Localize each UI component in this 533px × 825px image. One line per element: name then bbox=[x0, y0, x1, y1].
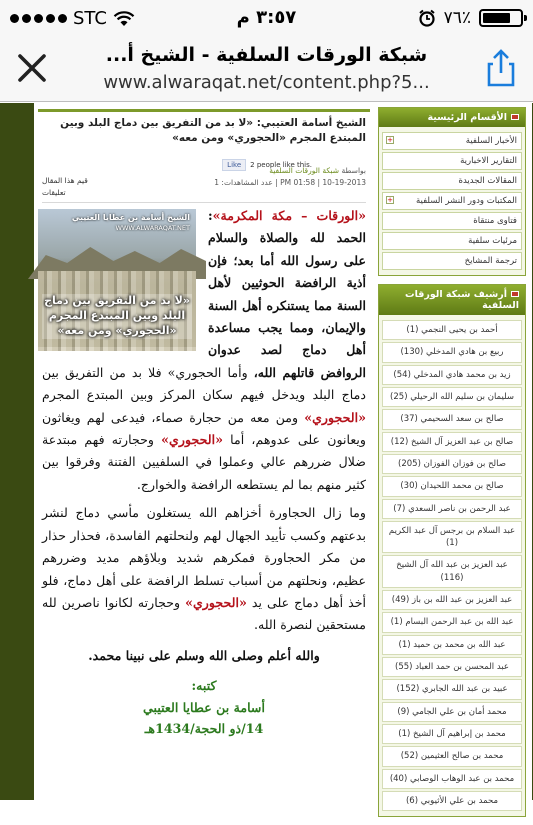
sidebar bbox=[378, 107, 526, 825]
webpage bbox=[0, 103, 533, 806]
category-link[interactable] bbox=[382, 132, 522, 150]
archive-author-link[interactable]: زيد بن محمد هادي المدخلي (54) bbox=[382, 365, 522, 385]
archive-author-link[interactable]: صالح بن محمد اللحيدان (30) bbox=[382, 476, 522, 496]
status-bar bbox=[0, 0, 533, 36]
category-label: ترجمة المشايخ bbox=[464, 256, 517, 266]
battery-percent: ٧٦٪ bbox=[443, 8, 471, 28]
url-text[interactable]: www.alwaraqat.net/content.php?5... bbox=[103, 72, 430, 93]
signature bbox=[42, 675, 366, 739]
category-link[interactable] bbox=[382, 192, 522, 210]
archive-author-link[interactable]: محمد بن إبراهيم آل الشيخ (1) bbox=[382, 724, 522, 744]
category-link[interactable] bbox=[382, 232, 522, 250]
archive-author-link[interactable]: عبيد بن عبد الله الجابري (152) bbox=[382, 679, 522, 699]
archive-author-link[interactable]: عبد الله بن عبد الرحمن البسام (1) bbox=[382, 612, 522, 632]
meta-date: 10-19-2013 | PM 01:58 bbox=[280, 177, 366, 187]
category-label: المقالات الجديدة bbox=[458, 176, 517, 186]
signature-label: كتبه: bbox=[191, 678, 217, 694]
battery-fill bbox=[483, 13, 510, 23]
carrier-label: STC bbox=[73, 8, 107, 29]
archive-author-link[interactable]: عبد العزيز بن عبد الله آل الشيخ (116) bbox=[382, 555, 522, 588]
battery-icon bbox=[479, 9, 523, 27]
body-text-5: وما زال الحجاورة أخزاهم الله يستغلون مأسي دماج لنشر بدعتهم وكسب تأييد الجهال لهم ولنحلتهم الفاسدة، فحذار حذار من مكر الحجاورة فمكرهم شديد وبلاؤهم مديد وضررهم عظيم، ونحلتهم من أسباب تسلط الرافضة على أهل دماج، فلو أخذ أهل دماج على يد bbox=[42, 505, 366, 610]
article-tools bbox=[42, 175, 88, 199]
main-sections-list bbox=[379, 127, 525, 275]
close-icon[interactable] bbox=[14, 50, 50, 86]
category-label: الأخبار السلفية bbox=[465, 136, 517, 146]
browser-bar bbox=[0, 36, 533, 102]
category-link[interactable] bbox=[382, 252, 522, 270]
archive-author-link[interactable]: عبد المحسن بن حمد العباد (55) bbox=[382, 657, 522, 677]
archive-box bbox=[378, 284, 526, 817]
image-caption-title: الشيخ أسامة بن عطايا العتيبي bbox=[71, 213, 190, 222]
facebook-like-row bbox=[222, 159, 312, 171]
article bbox=[38, 109, 370, 203]
article-body bbox=[38, 205, 370, 739]
highlighted-name: «الحجوري» bbox=[161, 432, 223, 448]
facebook-like-count: 2 people like this. bbox=[250, 161, 312, 169]
heading-bullet-icon bbox=[511, 114, 519, 120]
body-text-1: : الحمد لله والصلاة والسلام على رسول الله أما بعد؛ فإن أذية الرافضة الحوثيين لأهل السنة مما يستنكره أهل السنة والإيمان، ومما يجب مساعدة أهل دماج لصد عدوان الروافض قاتلهم الله، bbox=[208, 208, 366, 380]
clock: ٣:٥٧ م bbox=[236, 7, 297, 28]
comments-link[interactable]: تعليقات bbox=[42, 188, 66, 197]
archive-author-link[interactable]: صالح بن سعد السحيمي (37) bbox=[382, 409, 522, 429]
divider bbox=[42, 202, 366, 203]
category-link[interactable] bbox=[382, 152, 522, 170]
dateline: «الورقات – مكة المكرمة» bbox=[212, 208, 366, 223]
body-text-4: وحجارته فهم مبتدعة ضلال ضررهم عالي وعملوا في السلفيين الفتنة وفرقوا بين كثير منهم بما لم يستطعه الرافضة والخوارج. bbox=[42, 432, 366, 492]
expand-icon[interactable]: + bbox=[387, 136, 393, 144]
share-icon[interactable] bbox=[483, 48, 519, 88]
meta-by-label: بواسطة bbox=[341, 166, 366, 176]
body-paragraph bbox=[42, 502, 366, 636]
image-quote: «لا بد من التفريق بين دماج البلد وبين المبتدع المجرم «الحجوري» ومن معه» bbox=[42, 294, 192, 339]
main-sections-heading: الأقسام الرئيسية bbox=[379, 108, 525, 127]
article-title[interactable]: الشيخ أسامة العتيبي: «لا بد من التفريق بين دماج البلد وبين المبتدع المجرم «الحجوري» ومن معه» bbox=[38, 109, 370, 149]
archive-author-link[interactable]: محمد أمان بن علي الجامي (9) bbox=[382, 702, 522, 722]
archive-author-link[interactable]: عبد الرحمن بن ناصر السعدي (7) bbox=[382, 499, 522, 519]
main-sections-box bbox=[378, 107, 526, 276]
archive-list bbox=[379, 315, 525, 816]
category-label: فتاوى منتقاة bbox=[473, 216, 517, 226]
image-caption-url: WWW.ALWARAQAT.NET bbox=[115, 224, 190, 232]
image-float-space bbox=[42, 205, 208, 349]
category-label: المكتبات ودور النشر السلفية bbox=[415, 196, 517, 206]
signature-name: أسامة بن عطايا العتيبي bbox=[143, 699, 265, 715]
highlighted-name: «الحجوري» bbox=[304, 409, 366, 425]
archive-author-link[interactable]: محمد بن علي الأثيوبي (6) bbox=[382, 791, 522, 811]
archive-author-link[interactable]: صالح بن فوزان الفوزان (205) bbox=[382, 454, 522, 474]
archive-author-link[interactable]: عبد السلام بن برجس آل عبد الكريم (1) bbox=[382, 521, 522, 554]
archive-author-link[interactable]: سليمان بن سليم الله الرحيلي (25) bbox=[382, 387, 522, 407]
expand-icon[interactable]: + bbox=[387, 196, 393, 204]
body-paragraph bbox=[42, 205, 366, 496]
heading-bullet-icon bbox=[511, 291, 519, 297]
body-text-2: وأما الحجوري» فلا بد من التفريق بين دماج البلد ويدخل فيهم سكان المركز وبين المبتدع المجرم bbox=[42, 364, 366, 403]
archive-author-link[interactable]: عبد الله بن محمد بن حميد (1) bbox=[382, 635, 522, 655]
category-label: التقارير الاخبارية bbox=[460, 156, 517, 166]
body-text-3: ومن معه من حجارة صماء، فيدعى لهم ويغاثون ويعانون على عدوهم، أما bbox=[42, 409, 366, 448]
archive-author-link[interactable]: أحمد بن يحيى النجمي (1) bbox=[382, 320, 522, 340]
status-right bbox=[418, 8, 523, 28]
facebook-like-button[interactable]: Like bbox=[222, 159, 246, 171]
archive-heading: أرشيف شبكة الورقات السلفية bbox=[379, 285, 525, 315]
archive-author-link[interactable]: ربيع بن هادي المدخلي (130) bbox=[382, 342, 522, 362]
meta-views: عدد المشاهدات: 1 bbox=[214, 177, 273, 187]
page-title: شبكة الورقات السلفية - الشيخ أ... bbox=[105, 44, 428, 66]
rate-article-link[interactable]: قيم هذا المقال bbox=[42, 176, 88, 185]
archive-author-link[interactable]: عبد العزيز بن عبد الله بن باز (49) bbox=[382, 590, 522, 610]
content-frame bbox=[34, 103, 532, 806]
category-link[interactable] bbox=[382, 212, 522, 230]
archive-author-link[interactable]: محمد بن عبد الوهاب الوصابي (40) bbox=[382, 769, 522, 789]
highlighted-name: «الحجوري» bbox=[185, 594, 247, 610]
body-text-6: وحجارته لكانوا ناصرين لله مستحقين لنصرة الله. bbox=[42, 594, 366, 633]
closing-line: والله أعلم وصلى الله وسلم على نبينا محمد. bbox=[88, 647, 320, 663]
meta-category-link[interactable]: شبكة الورقات السلفية bbox=[269, 166, 340, 176]
article-meta: بواسطة شبكة الورقات السلفية 10-19-2013 | PM 01:58 | عدد المشاهدات: 1 bbox=[214, 166, 366, 187]
signature-date: 14/ذو الحجة/1434هـ bbox=[144, 720, 264, 736]
archive-author-link[interactable]: محمد بن صالح العثيمين (52) bbox=[382, 746, 522, 766]
alarm-icon bbox=[418, 9, 436, 27]
category-label: مرئيات سلفية bbox=[468, 236, 517, 246]
category-link[interactable] bbox=[382, 172, 522, 190]
archive-author-link[interactable]: صالح بن عبد العزيز آل الشيخ (12) bbox=[382, 432, 522, 452]
